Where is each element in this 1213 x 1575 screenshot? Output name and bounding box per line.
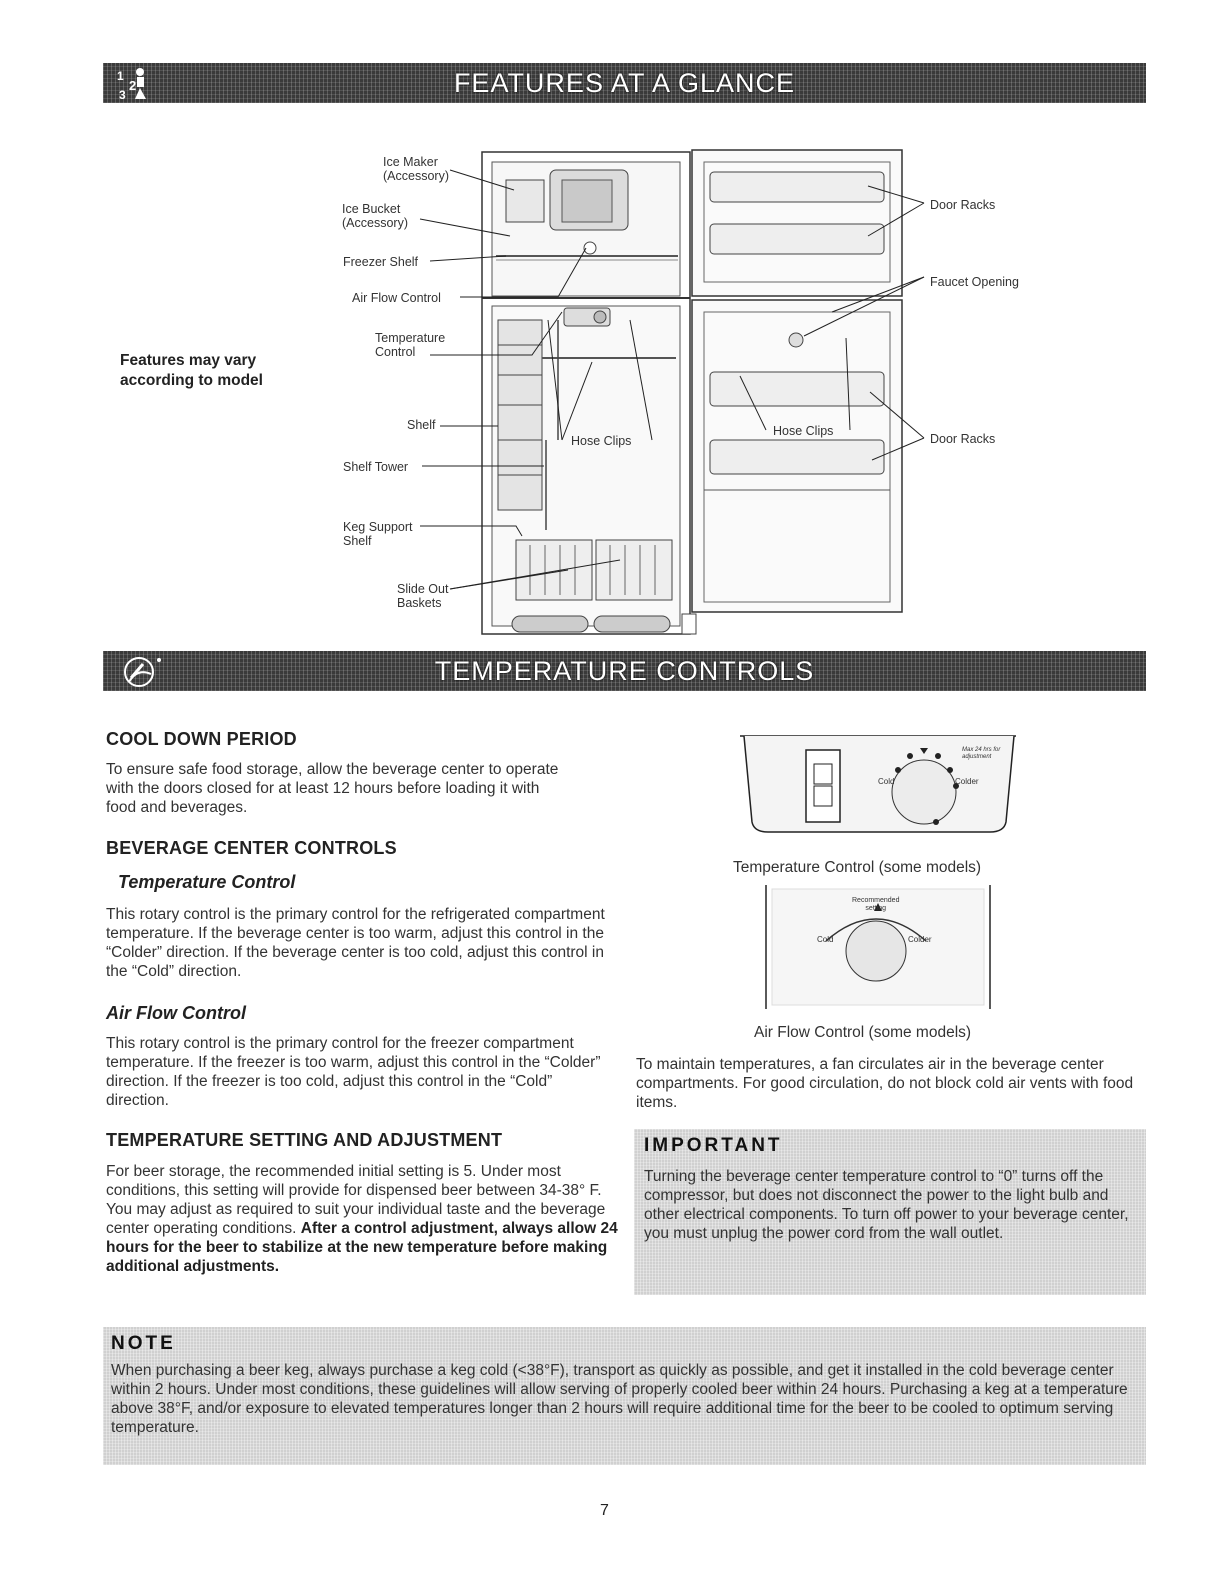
fan-circulation-text: To maintain temperatures, a fan circulates air in the beverage center compartments. For good circulation, do not block cold air vents with food items.	[636, 1056, 1134, 1111]
page-number: 7	[600, 1502, 609, 1519]
temperature-control-text: This rotary control is the primary control for the refrigerated compartment temperature. If the beverage center is too warm, adjust this control in the “Colder” direction. If the beverage center is too cold, adjust this control in the “Cold” direction.	[106, 906, 605, 980]
temp-dial-note: Max 24 hrs for adjustment	[962, 747, 1001, 760]
important-text: Turning the beverage center temperature control to “0” turns off the compressor, but does not disconnect the power to the light bulb and other electrical components. To turn off power to your beverage center, you must unplug the power cord from the wall outlet.	[644, 1168, 1129, 1242]
note-text: When purchasing a beer keg, always purchase a keg cold (<38°F), transport as quickly as possible, and get it installed in the cold beverage center within 2 hours. Under most conditions, these guidelines will allow serving of properly cooled beer within 24 hours. Purchasing a keg at a temperature above 38°F, and/or exposure to elevated temperatures longer than 2 hours will require additional time for the beer to be cooled to optimum serving temperature.	[111, 1362, 1128, 1436]
cool-down-text: To ensure safe food storage, allow the beverage center to operate with the doors closed for at least 12 hours before loading it with food and beverages.	[106, 761, 559, 816]
label-hose-clips-left: Hose Clips	[571, 434, 632, 448]
airflow-dial-cold-label: Cold	[817, 935, 834, 944]
controls-heading: BEVERAGE CENTER CONTROLS	[106, 838, 397, 858]
air-flow-control-caption: Air Flow Control (some models)	[754, 1024, 972, 1041]
thermometer-hand-icon	[113, 654, 173, 688]
note-heading: NOTE	[111, 1333, 176, 1354]
label-air-flow-control: Air Flow Control	[352, 291, 441, 305]
label-slide-out-baskets: Slide Out Baskets	[397, 582, 449, 610]
setting-text-bold: After a control adjustment, always allow 24 hours for the beer to stabilize at the new temperature before making additional adjustments.	[106, 1220, 618, 1275]
label-ice-maker: Ice Maker (Accessory)	[383, 155, 449, 183]
label-door-racks-bottom: Door Racks	[930, 432, 996, 446]
note-box	[103, 1327, 1146, 1465]
important-heading: IMPORTANT	[644, 1135, 783, 1156]
airflow-dial-colder-label: Colder	[908, 935, 932, 944]
setting-text	[106, 1162, 618, 1276]
temperature-controls-banner	[103, 651, 1146, 691]
label-faucet-opening: Faucet Opening	[930, 275, 1019, 289]
label-temperature-control: Temperature Control	[375, 331, 446, 359]
airflow-dial-recommended-label: Recommended setting	[852, 897, 900, 912]
temp-dial-colder-label: Colder	[955, 777, 979, 786]
features-note: Features may vary according to model	[120, 352, 263, 389]
svg-text:2: 2	[129, 78, 137, 93]
temp-dial-cold-label: Cold	[878, 777, 895, 786]
label-keg-support-shelf: Keg Support Shelf	[343, 520, 413, 548]
cool-down-heading: COOL DOWN PERIOD	[106, 729, 297, 749]
temperature-controls-title: TEMPERATURE CONTROLS	[434, 655, 815, 686]
temperature-control-caption: Temperature Control (some models)	[733, 859, 982, 876]
left-door-illustration	[482, 152, 696, 634]
air-flow-control-heading: Air Flow Control	[106, 1003, 246, 1023]
steps-123-icon	[113, 66, 173, 100]
label-ice-bucket: Ice Bucket (Accessory)	[342, 202, 408, 230]
setting-text-normal: For beer storage, the recommended initial setting is 5. Under most conditions, this setting will provide for dispensed beer between 34-38° F. You may adjust as required to suit your individual taste and the beverage center operating conditions.	[106, 1163, 606, 1237]
svg-text:1: 1	[117, 69, 124, 83]
label-hose-clips-right: Hose Clips	[773, 424, 834, 438]
setting-heading: TEMPERATURE SETTING AND ADJUSTMENT	[106, 1130, 503, 1150]
label-shelf-tower: Shelf Tower	[343, 460, 409, 474]
features-banner	[103, 63, 1146, 103]
important-box	[634, 1129, 1146, 1295]
right-door-illustration	[692, 150, 902, 612]
beverage-center-diagram	[300, 140, 1060, 650]
air-flow-control-text: This rotary control is the primary control for the freezer compartment temperature. If the freezer is too warm, adjust this control in the “Colder” direction. If the freezer is too cold, adjust this control in the “Cold” direction.	[106, 1035, 601, 1109]
label-door-racks-top: Door Racks	[930, 198, 996, 212]
features-banner-title: FEATURES AT A GLANCE	[453, 67, 796, 98]
temperature-control-heading: Temperature Control	[118, 872, 296, 892]
svg-text:3: 3	[119, 88, 126, 100]
label-shelf: Shelf	[407, 418, 436, 432]
label-freezer-shelf: Freezer Shelf	[343, 255, 419, 269]
